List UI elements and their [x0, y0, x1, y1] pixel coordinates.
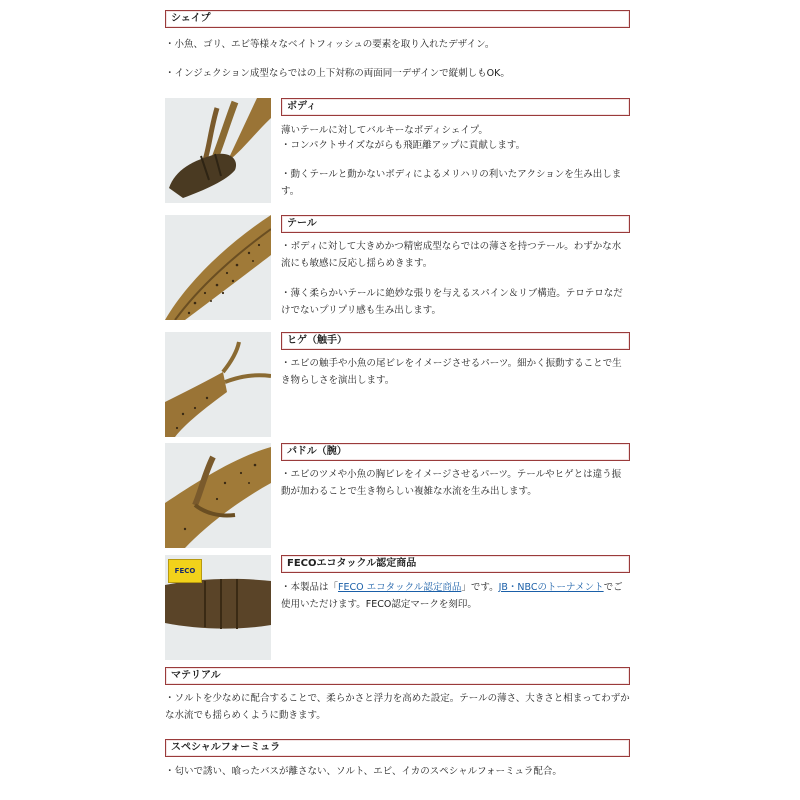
- body-text-3: ・動くテールと動かないボディによるメリハリの利いたアクションを生み出します。: [281, 169, 622, 197]
- body-photo: [165, 98, 271, 203]
- section-header-whisker: ヒゲ（触手）: [281, 332, 630, 350]
- feco-logo: [168, 559, 202, 583]
- section-header-feco: FECOエコタックル認定商品: [281, 555, 630, 573]
- feco-text-1: [281, 579, 629, 613]
- material-text-1: ・ソルトを少なめに配合することで、柔らかさと浮力を高めた設定。テールの薄さ、大きさと相まってわずかな水流でも揺らめくように動きます。: [165, 693, 630, 721]
- paddle-text-1: ・エビのツメや小魚の胸ビレをイメージさせるパーツ。テールやヒゲとは違う振動が加わることで生き物らしい複雑な水流を生み出します。: [281, 469, 622, 497]
- jb-nbc-tournament-link[interactable]: JB・NBCのトーナメント: [498, 582, 604, 593]
- body-text-2: ・コンパクトサイズながらも飛距離アップに貢献します。: [281, 140, 526, 151]
- paddle-photo: [165, 443, 271, 548]
- shape-text-1: ・小魚、ゴリ、エビ等様々なベイトフィッシュの要素を取り入れたデザイン。: [165, 39, 495, 50]
- section-header-body: ボディ: [281, 98, 630, 116]
- feco-photo: [165, 555, 271, 660]
- feco-logo-text: FECO: [174, 567, 196, 575]
- shape-text-2: ・インジェクション成型ならではの上下対称の両面同一デザインで縦刺しもOK。: [165, 68, 510, 79]
- formula-text-1: ・匂いで誘い、喰ったバスが離さない、ソルト、エビ、イカのスペシャルフォーミュラ配合。: [165, 766, 562, 777]
- feco-text-suffix: でご使用いただけます。FECO認定マークを刻印。: [281, 582, 623, 610]
- feco-text-prefix: ・本製品は「: [281, 582, 339, 593]
- whisker-text-1: ・エビの触手や小魚の尾ビレをイメージさせるパーツ。細かく振動することで生き物らしさを演出します。: [281, 358, 622, 386]
- whisker-photo: [165, 332, 271, 437]
- section-header-shape: シェイプ: [165, 10, 630, 28]
- product-description: [165, 0, 635, 800]
- body-text-1: 薄いテールに対してバルキーなボディシェイプ。: [281, 125, 488, 136]
- section-header-paddle: パドル（腕）: [281, 443, 630, 461]
- section-header-tail: テール: [281, 215, 630, 233]
- tail-text-2: ・薄く柔らかいテールに絶妙な張りを与えるスパイン＆リブ構造。テロテロなだけでないプリプリ感も生み出します。: [281, 288, 623, 316]
- tail-photo: [165, 215, 271, 320]
- feco-ecotackle-link[interactable]: FECO エコタックル認定商品: [338, 582, 462, 593]
- tail-text-1: ・ボディに対して大きめかつ精密成型ならではの薄さを持つテール。わずかな水流にも敏感に反応し揺らめきます。: [281, 241, 622, 269]
- section-header-material: マテリアル: [165, 667, 630, 685]
- section-header-formula: スペシャルフォーミュラ: [165, 739, 630, 757]
- feco-text-mid: 」です。: [461, 582, 499, 593]
